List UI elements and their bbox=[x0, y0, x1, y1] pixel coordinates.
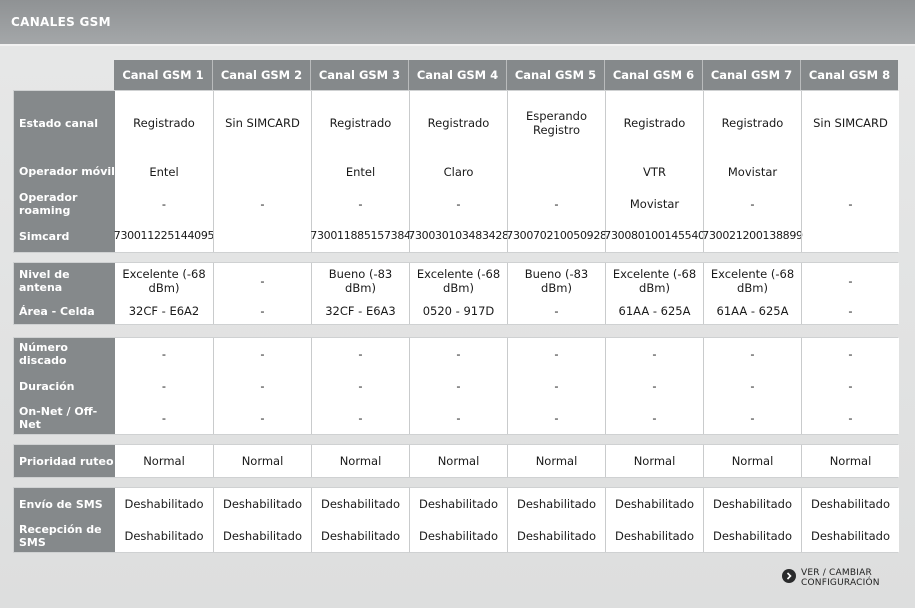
table-cell: - bbox=[554, 347, 559, 361]
llamada-group bbox=[13, 337, 898, 435]
channel-column-1 bbox=[115, 488, 213, 552]
row-label: Nivel de antena bbox=[19, 267, 70, 294]
table-cell: VTR bbox=[643, 164, 666, 179]
group-cells bbox=[115, 91, 899, 252]
channel-column-4 bbox=[409, 91, 507, 252]
table-cell: Excelente (-68 dBm) bbox=[612, 266, 697, 295]
table-cell: Entel bbox=[345, 164, 376, 179]
channel-column-8 bbox=[801, 445, 899, 477]
row-label: Área - Celda bbox=[19, 304, 95, 318]
table-cell: 730011225144095 bbox=[113, 229, 215, 242]
row-label: Prioridad ruteo bbox=[19, 454, 114, 468]
table-cell: 61AA - 625A bbox=[716, 304, 789, 318]
row-label: Recepción de SMS bbox=[19, 523, 102, 549]
column-header-canal-8: Canal GSM 8 bbox=[800, 60, 898, 90]
table-cell: - bbox=[358, 411, 363, 425]
channel-column-8 bbox=[801, 263, 899, 324]
table-cell: - bbox=[161, 379, 167, 393]
group-cells bbox=[115, 488, 899, 552]
table-cell: 730080100145540 bbox=[604, 229, 705, 242]
row-labels bbox=[14, 338, 115, 434]
table-cell: - bbox=[652, 411, 657, 425]
table-cell: Deshabilitado bbox=[418, 497, 499, 511]
table-cell: 730011885157384 bbox=[310, 229, 411, 242]
channel-column-6 bbox=[605, 445, 703, 477]
table-cell bbox=[802, 220, 899, 252]
table-cell bbox=[508, 155, 605, 188]
table-cell: Deshabilitado bbox=[614, 497, 695, 511]
row-labels bbox=[14, 445, 115, 477]
row-label: Operador roaming bbox=[19, 191, 78, 217]
table-cell: - bbox=[554, 379, 559, 393]
column-header-canal-3: Canal GSM 3 bbox=[310, 60, 408, 90]
table-cell: 32CF - E6A3 bbox=[325, 304, 396, 318]
sms-group bbox=[13, 487, 898, 553]
table-cell: Deshabilitado bbox=[810, 529, 891, 543]
table-cell: Claro bbox=[443, 164, 474, 179]
table-cell bbox=[214, 220, 311, 252]
table-cell: Deshabilitado bbox=[810, 497, 891, 511]
table-cell: Deshabilitado bbox=[320, 497, 401, 511]
column-header-canal-5: Canal GSM 5 bbox=[506, 60, 604, 90]
column-header-canal-2: Canal GSM 2 bbox=[212, 60, 310, 90]
table-cell: Esperando Registro bbox=[525, 109, 588, 137]
channel-column-8 bbox=[801, 488, 899, 552]
table-cell: - bbox=[848, 411, 853, 425]
channel-column-7 bbox=[703, 338, 801, 434]
table-cell: - bbox=[456, 411, 461, 425]
registro-group bbox=[13, 90, 898, 253]
channel-column-1 bbox=[115, 91, 213, 252]
channel-column-4 bbox=[409, 488, 507, 552]
channel-column-3 bbox=[311, 91, 409, 252]
channel-column-7 bbox=[703, 445, 801, 477]
channel-column-4 bbox=[409, 445, 507, 477]
table-cell: Normal bbox=[829, 454, 872, 468]
channel-column-5 bbox=[507, 263, 605, 324]
table-cell: Normal bbox=[143, 454, 185, 468]
table-cell: Normal bbox=[339, 454, 382, 468]
table-cell: - bbox=[161, 197, 167, 211]
table-cell bbox=[802, 155, 899, 188]
column-header-canal-1: Canal GSM 1 bbox=[114, 60, 212, 90]
channel-column-6 bbox=[605, 91, 703, 252]
channel-column-1 bbox=[115, 263, 213, 324]
table-cell: Excelente (-68 dBm) bbox=[122, 266, 206, 295]
channel-column-1 bbox=[115, 338, 213, 434]
table-cell: - bbox=[750, 411, 755, 425]
table-cell: Deshabilitado bbox=[418, 529, 499, 543]
channel-column-7 bbox=[703, 488, 801, 552]
table-cell: Bueno (-83 dBm) bbox=[328, 266, 393, 295]
channel-column-4 bbox=[409, 338, 507, 434]
row-label: Número discado bbox=[19, 341, 68, 367]
channel-column-3 bbox=[311, 338, 409, 434]
row-label: On-Net / Off-Net bbox=[19, 405, 98, 431]
table-cell: Sin SIMCARD bbox=[225, 116, 300, 130]
row-labels bbox=[14, 91, 115, 252]
table-cell: - bbox=[848, 273, 853, 288]
table-cell: - bbox=[848, 379, 853, 393]
table-cell: Deshabilitado bbox=[124, 497, 204, 511]
table-cell: - bbox=[456, 347, 461, 361]
table-cell: - bbox=[260, 379, 265, 393]
table-cell: Deshabilitado bbox=[516, 497, 597, 511]
channel-column-3 bbox=[311, 488, 409, 552]
table-cell: - bbox=[554, 197, 559, 211]
table-cell: Excelente (-68 dBm) bbox=[710, 266, 795, 295]
table-cell: Normal bbox=[633, 454, 676, 468]
table-cell: 730030103483428 bbox=[408, 229, 509, 242]
table-cell: - bbox=[260, 197, 265, 211]
row-label: Simcard bbox=[19, 229, 70, 243]
row-label: Estado canal bbox=[19, 116, 98, 130]
table-cell: Normal bbox=[731, 454, 774, 468]
table-cell: Registrado bbox=[721, 116, 784, 130]
table-cell: - bbox=[554, 411, 559, 425]
table-cell: Registrado bbox=[329, 116, 392, 130]
channel-column-2 bbox=[213, 263, 311, 324]
table-cell: 61AA - 625A bbox=[618, 304, 691, 318]
channel-column-4 bbox=[409, 263, 507, 324]
table-cell: Normal bbox=[437, 454, 480, 468]
table-cell: - bbox=[260, 304, 265, 318]
channel-column-5 bbox=[507, 338, 605, 434]
table-cell: 0520 - 917D bbox=[422, 304, 495, 318]
table-cell: Movistar bbox=[629, 197, 680, 211]
table-cell: Bueno (-83 dBm) bbox=[524, 266, 589, 295]
table-cell: - bbox=[161, 411, 167, 425]
channel-column-6 bbox=[605, 488, 703, 552]
row-labels bbox=[14, 263, 115, 324]
channel-column-8 bbox=[801, 338, 899, 434]
table-cell: Deshabilitado bbox=[712, 529, 793, 543]
chevron-right-icon bbox=[782, 569, 796, 583]
channel-column-2 bbox=[213, 338, 311, 434]
table-cell: - bbox=[652, 379, 657, 393]
table-cell: Entel bbox=[149, 164, 179, 179]
table-cell: Registrado bbox=[133, 116, 195, 130]
table-cell: Deshabilitado bbox=[614, 529, 695, 543]
channel-column-2 bbox=[213, 488, 311, 552]
title-bar bbox=[0, 0, 915, 46]
table-cell: 32CF - E6A2 bbox=[128, 304, 200, 318]
channel-column-6 bbox=[605, 338, 703, 434]
table-cell: Deshabilitado bbox=[124, 529, 204, 543]
table-cell: Deshabilitado bbox=[712, 497, 793, 511]
column-header-canal-4: Canal GSM 4 bbox=[408, 60, 506, 90]
table-cell: - bbox=[260, 411, 265, 425]
row-label: Envío de SMS bbox=[19, 497, 103, 511]
channel-column-1 bbox=[115, 445, 213, 477]
table-cell: - bbox=[358, 347, 363, 361]
table-cell: 730070210050928 bbox=[506, 229, 607, 242]
channel-column-5 bbox=[507, 445, 605, 477]
channel-column-3 bbox=[311, 263, 409, 324]
channel-column-3 bbox=[311, 445, 409, 477]
channel-column-6 bbox=[605, 263, 703, 324]
channel-column-5 bbox=[507, 488, 605, 552]
table-cell: Deshabilitado bbox=[222, 497, 303, 511]
row-label: Operador móvil bbox=[19, 165, 115, 178]
channel-column-8 bbox=[801, 91, 899, 252]
group-cells bbox=[115, 445, 899, 477]
table-cell: Normal bbox=[241, 454, 284, 468]
table-header bbox=[114, 60, 898, 90]
table-cell: Deshabilitado bbox=[320, 529, 401, 543]
page-title: CANALES GSM bbox=[11, 15, 111, 29]
table-cell: - bbox=[848, 347, 853, 361]
table-cell bbox=[214, 155, 311, 188]
table-cell: Deshabilitado bbox=[516, 529, 597, 543]
channel-column-2 bbox=[213, 91, 311, 252]
table-cell: - bbox=[750, 347, 755, 361]
table-cell: - bbox=[750, 197, 755, 211]
table-cell: - bbox=[750, 379, 755, 393]
table-cell: Deshabilitado bbox=[222, 529, 303, 543]
table-cell: Movistar bbox=[727, 164, 778, 179]
antena-group bbox=[13, 262, 898, 325]
table-cell: - bbox=[652, 347, 657, 361]
table-cell: - bbox=[260, 347, 265, 361]
table-cell: Registrado bbox=[623, 116, 686, 130]
table-cell: Normal bbox=[535, 454, 578, 468]
row-label: Duración bbox=[19, 379, 75, 393]
view-change-config-link[interactable] bbox=[782, 568, 880, 588]
table-cell: - bbox=[848, 304, 853, 318]
column-header-canal-6: Canal GSM 6 bbox=[604, 60, 702, 90]
table-cell: - bbox=[848, 197, 853, 211]
channel-column-7 bbox=[703, 263, 801, 324]
row-labels bbox=[14, 488, 115, 552]
table-cell: - bbox=[260, 273, 265, 288]
table-cell: - bbox=[358, 379, 363, 393]
table-cell: Registrado bbox=[427, 116, 490, 130]
channel-column-2 bbox=[213, 445, 311, 477]
table-cell: - bbox=[161, 347, 167, 361]
table-cell: - bbox=[554, 304, 559, 318]
table-cell: - bbox=[456, 379, 461, 393]
table-cell: - bbox=[358, 197, 363, 211]
ruteo-group bbox=[13, 444, 898, 478]
table-cell: Excelente (-68 dBm) bbox=[416, 266, 501, 295]
channel-column-7 bbox=[703, 91, 801, 252]
group-cells bbox=[115, 263, 899, 324]
table-cell: - bbox=[456, 197, 461, 211]
table-cell: Sin SIMCARD bbox=[813, 116, 888, 130]
table-cell: 730021200138899 bbox=[702, 229, 803, 242]
group-cells bbox=[115, 338, 899, 434]
channel-column-5 bbox=[507, 91, 605, 252]
link-text-line-1: VER / CAMBIAR bbox=[801, 568, 872, 578]
link-text-line-2: CONFIGURACIÓN bbox=[801, 578, 880, 588]
column-header-canal-7: Canal GSM 7 bbox=[702, 60, 800, 90]
